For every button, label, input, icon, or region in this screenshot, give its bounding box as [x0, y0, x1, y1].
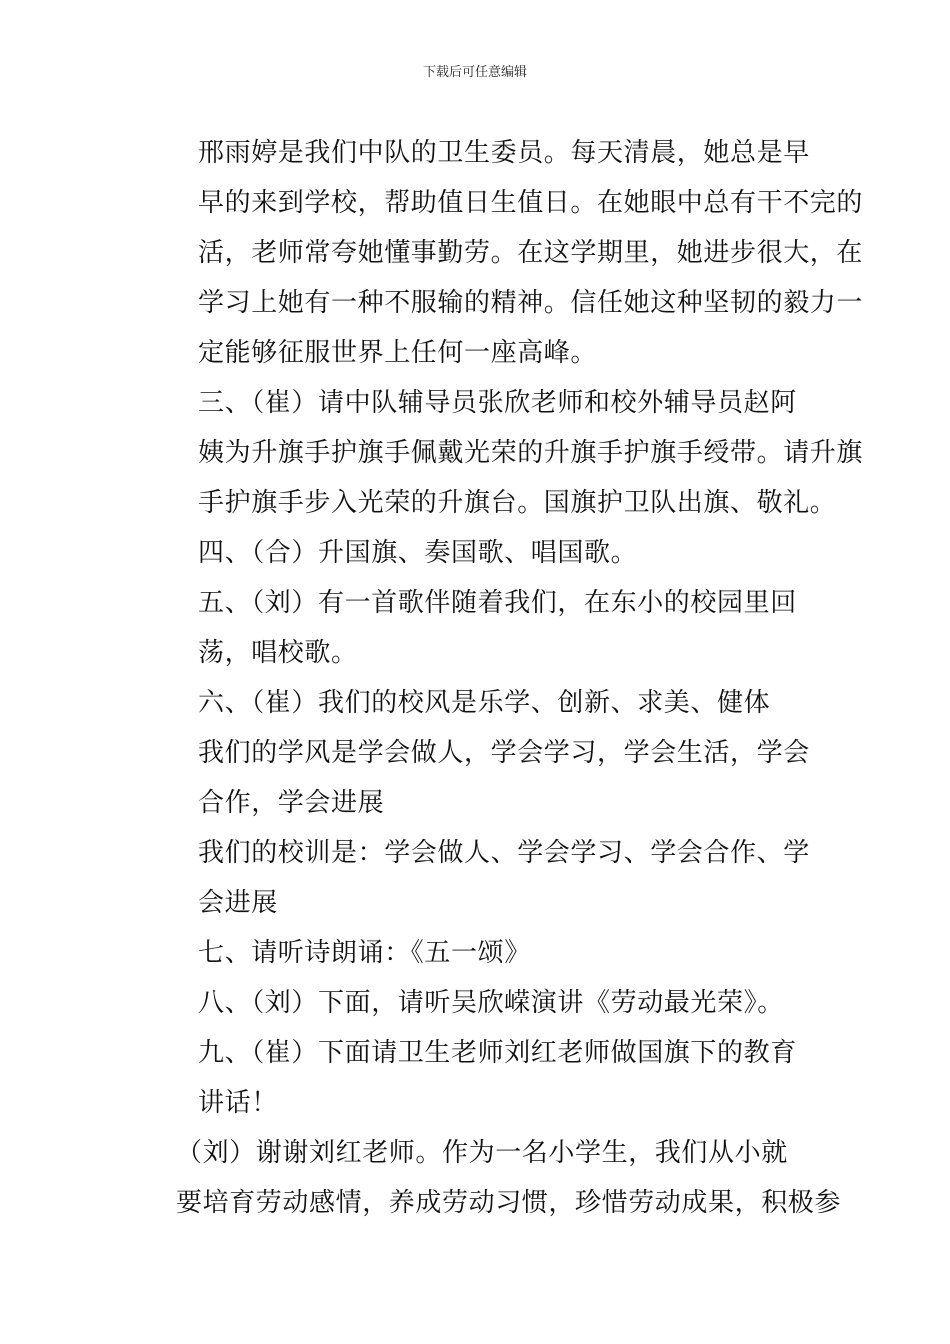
text-line: 三、（崔）请中队辅导员张欣老师和校外辅导员赵阿 — [198, 388, 797, 418]
text-line: 六、（崔）我们的校风是乐学、创新、求美、健体 — [198, 688, 771, 718]
page-header: 下载后可任意编辑 — [422, 65, 527, 80]
text-line: 邢雨婷是我们中队的卫生委员。每天清晨，她总是早 — [198, 138, 810, 168]
text-line: 我们的校训是：学会做人、学会学习、学会合作、学 — [198, 838, 810, 868]
paragraph-study-style — [146, 728, 810, 828]
text-line: 四、（合）升国旗、奏国歌、唱国歌。 — [198, 538, 638, 568]
text-line: 定能够征服世界上任何一座高峰。 — [198, 338, 598, 368]
paragraph-item-7-poem — [146, 928, 806, 978]
text-line: 我们的学风是学会做人，学会学习，学会生活，学会 — [198, 738, 810, 768]
text-line: 五、（刘）有一首歌伴随着我们，在东小的校园里回 — [198, 588, 797, 618]
document-body — [146, 128, 864, 1228]
text-line: 合作，学会进展 — [198, 788, 385, 818]
paragraph-item-5-school-song — [146, 578, 806, 678]
paragraph-item-9-teacher-talk — [146, 1028, 806, 1128]
paragraph-student-introduction — [146, 128, 864, 378]
text-line: 会进展 — [198, 888, 278, 918]
paragraph-item-6-school-spirit — [146, 678, 806, 728]
text-line: 早的来到学校，帮助值日生值日。在她眼中总有干不完的 — [198, 188, 864, 218]
text-line: 九、（崔）下面请卫生老师刘红老师做国旗下的教育 — [198, 1038, 797, 1068]
text-line: 手护旗手步入光荣的升旗台。国旗护卫队出旗、敬礼。 — [198, 488, 837, 518]
paragraph-school-motto — [146, 828, 810, 928]
text-line: 八、（刘）下面，请听吴欣嵘演讲《劳动最光荣》。 — [198, 988, 784, 1018]
paragraph-closing-remarks — [146, 1128, 842, 1228]
text-line: 荡，唱校歌。 — [198, 638, 358, 668]
paragraph-item-4-flag-raising — [146, 528, 806, 578]
paragraph-item-8-speech — [146, 978, 806, 1028]
paragraph-item-3-sash-ceremony — [146, 378, 864, 528]
text-line: 学习上她有一种不服输的精神。信任她这种坚韧的毅力一 — [198, 288, 864, 318]
text-line: 姨为升旗手护旗手佩戴光荣的升旗手护旗手绶带。请升旗 — [198, 438, 864, 468]
text-line: （刘）谢谢刘红老师。作为一名小学生，我们从小就 — [176, 1138, 788, 1168]
text-line: 讲话！ — [198, 1088, 278, 1118]
text-line: 活，老师常夸她懂事勤劳。在这学期里，她进步很大，在 — [198, 238, 864, 268]
text-line: 七、请听诗朗诵：《五一颂》 — [198, 938, 531, 968]
text-line: 要培育劳动感情，养成劳动习惯，珍惜劳动成果，积极参 — [176, 1188, 842, 1218]
